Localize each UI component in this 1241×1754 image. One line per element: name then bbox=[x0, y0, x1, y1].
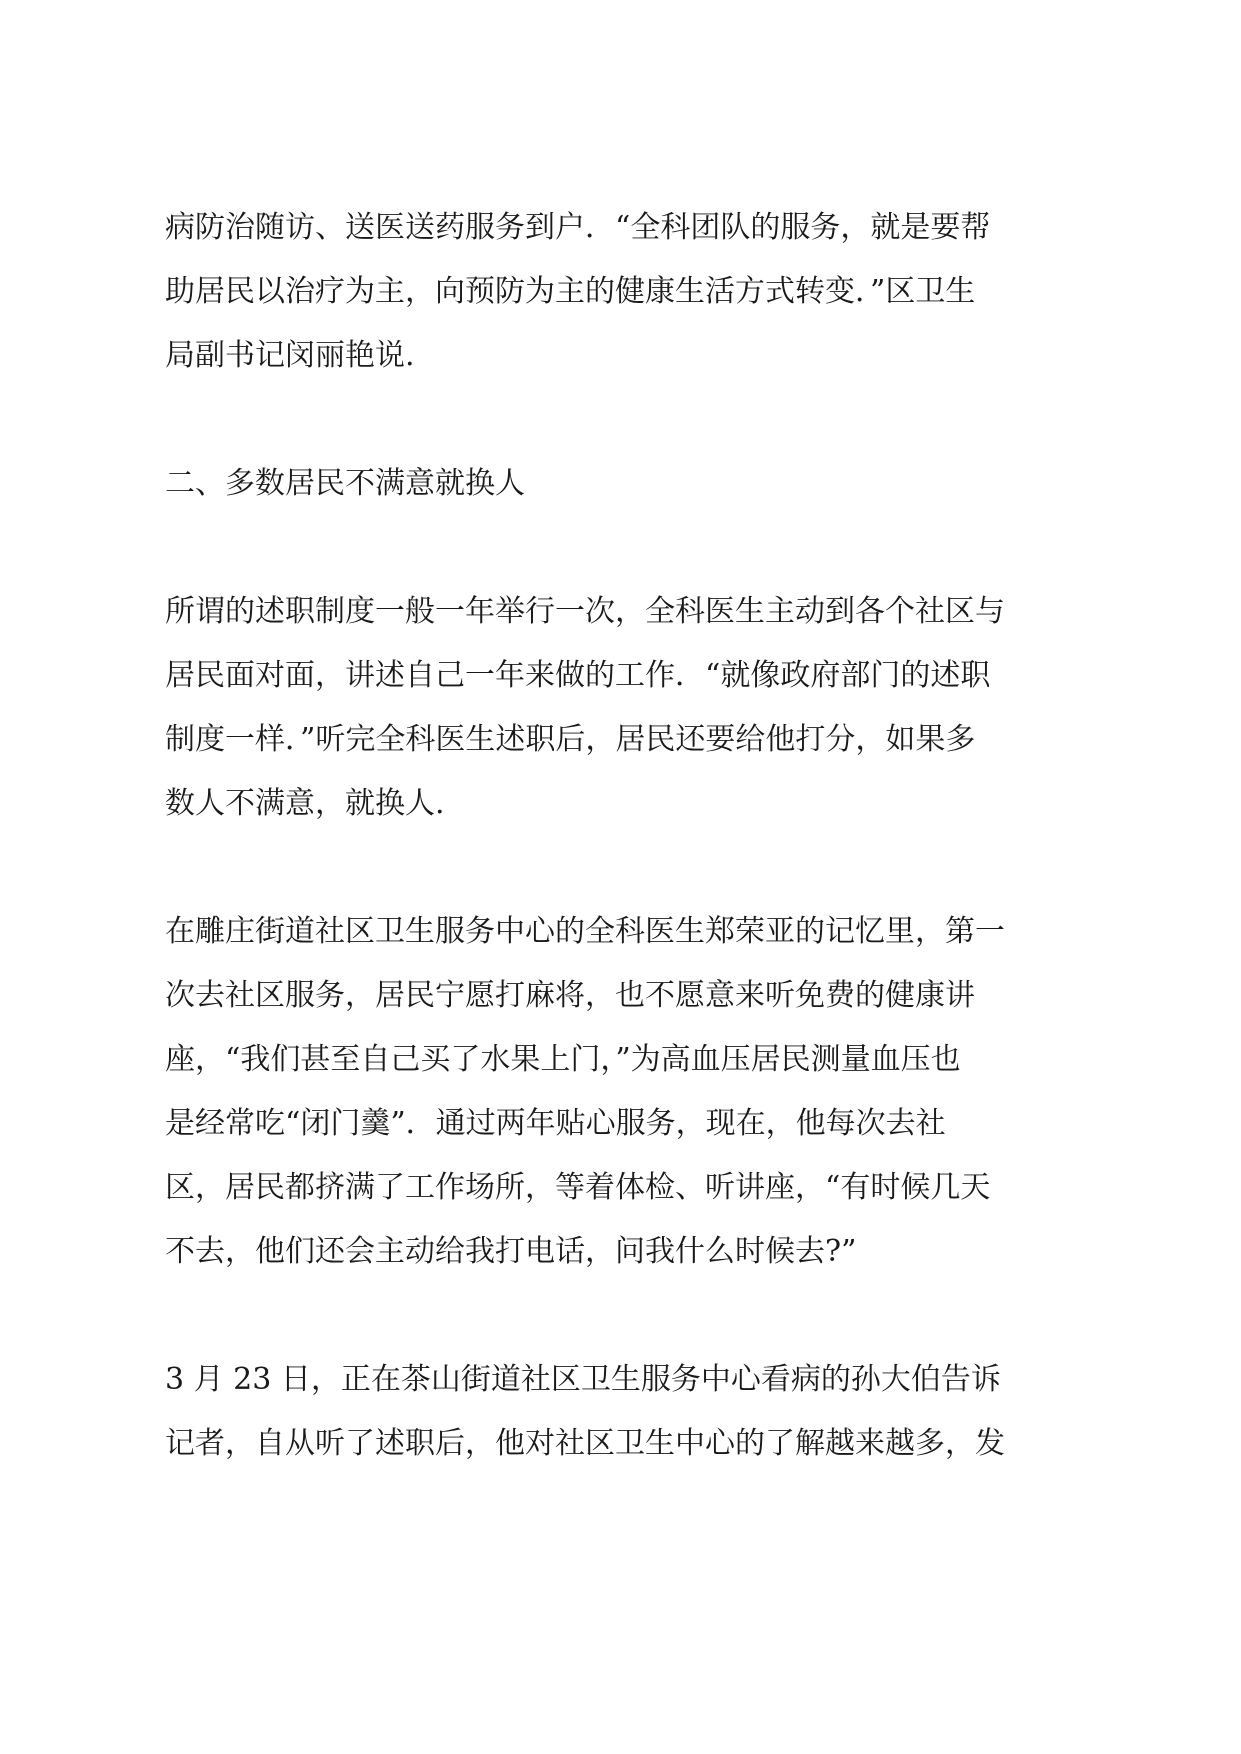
text-line: 局副书记闵丽艳说. bbox=[165, 338, 415, 373]
text-line: 制度一样．”听完全科医生述职后，居民还要给他打分，如果多 bbox=[165, 722, 976, 757]
text-line: 病防治随访、送医送药服务到户．“全科团队的服务，就是要帮 bbox=[165, 210, 991, 245]
text-line: 助居民以治疗为主，向预防为主的健康生活方式转变．”区卫生 bbox=[165, 274, 976, 309]
paragraph-1 bbox=[165, 196, 1095, 388]
section-heading bbox=[165, 452, 1095, 516]
text-line: 记者，自从听了述职后，他对社区卫生中心的了解越来越多，发 bbox=[165, 1426, 1005, 1461]
text-line: 3 月 23 日，正在茶山街道社区卫生服务中心看病的孙大伯告诉 bbox=[165, 1362, 1001, 1397]
document-body bbox=[165, 196, 1095, 1540]
text-line: 区，居民都挤满了工作场所，等着体检、听讲座，“有时候几天 bbox=[165, 1170, 991, 1205]
text-line: 在雕庄街道社区卫生服务中心的全科医生郑荣亚的记忆里，第一 bbox=[165, 914, 1005, 949]
paragraph-2 bbox=[165, 580, 1095, 836]
paragraph-4 bbox=[165, 1348, 1095, 1476]
text-line: 是经常吃“闭门羹”．通过两年贴心服务，现在，他每次去社 bbox=[165, 1106, 946, 1141]
paragraph-3 bbox=[165, 900, 1095, 1284]
text-line: 居民面对面，讲述自己一年来做的工作．“就像政府部门的述职 bbox=[165, 658, 991, 693]
text-line: 座，“我们甚至自己买了水果上门，”为高血压居民测量血压也 bbox=[165, 1042, 961, 1077]
text-line: 数人不满意，就换人. bbox=[165, 786, 445, 821]
text-line: 次去社区服务，居民宁愿打麻将，也不愿意来听免费的健康讲 bbox=[165, 978, 975, 1013]
heading-line: 二、多数居民不满意就换人 bbox=[165, 466, 525, 501]
text-line: 所谓的述职制度一般一年举行一次，全科医生主动到各个社区与 bbox=[165, 594, 1005, 629]
text-line: 不去，他们还会主动给我打电话，问我什么时候去?” bbox=[165, 1234, 857, 1269]
